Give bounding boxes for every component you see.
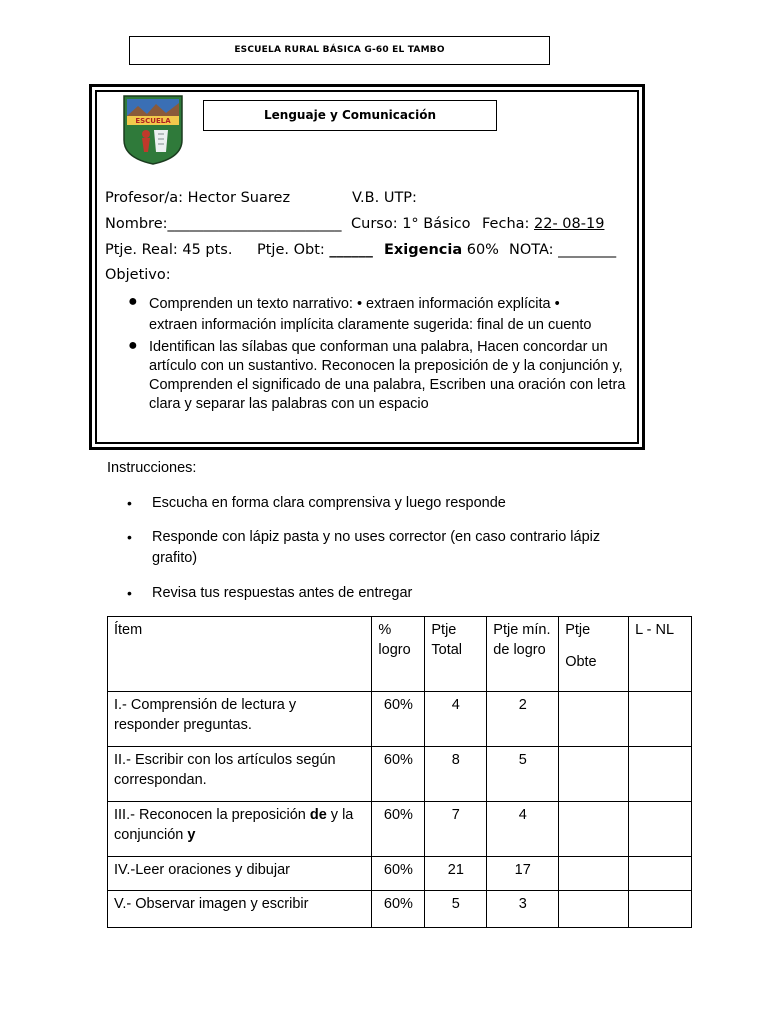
row-logro: 60% [372, 891, 425, 928]
row-lnl [629, 802, 692, 857]
table-row [108, 891, 692, 928]
row-item-pre: III.- Reconocen la preposición [114, 807, 310, 823]
row-item [108, 802, 372, 857]
exigencia-value: 60% [466, 242, 499, 258]
ptje-obt-group [257, 242, 373, 258]
row-item-mid: y la conjunción [114, 807, 354, 843]
objetivo-label: Objetivo: [105, 267, 171, 283]
bullet-icon: ● [128, 293, 138, 310]
fecha-value: 22- 08-19 [534, 216, 605, 232]
row-total: 7 [425, 802, 487, 857]
row-item: V.- Observar imagen y escribir [108, 891, 372, 928]
subject-box [203, 100, 497, 131]
row-item: IV.-Leer oraciones y dibujar [108, 857, 372, 891]
header-item: Ítem [108, 617, 372, 692]
row-obte [559, 802, 629, 857]
row-item: II.- Escribir con los artículos según correspondan. [108, 747, 372, 802]
profesor-label: Profesor/a: Hector Suarez [105, 190, 291, 206]
header-total: Ptje Total [425, 617, 487, 692]
school-logo [122, 94, 184, 166]
objective-1-line1: Comprenden un texto narrativo: • extraen información explícita • [149, 296, 560, 312]
row-total: 5 [425, 891, 487, 928]
fecha-label: Fecha: [482, 216, 530, 232]
exigencia-label: Exigencia [384, 242, 463, 258]
instruction-3: Revisa tus respuestas antes de entregar [152, 585, 413, 601]
row-total: 8 [425, 747, 487, 802]
curso-label: Curso: 1° Básico [351, 216, 471, 232]
objective-1-line2: extraen información implícita claramente sugerida: final de un cuento [149, 317, 592, 333]
nombre-label: Nombre:________________________ [105, 216, 342, 232]
header-min: Ptje mín. de logro [487, 617, 559, 692]
row-logro: 60% [372, 857, 425, 891]
row-min: 5 [487, 747, 559, 802]
row-min: 3 [487, 891, 559, 928]
row-logro: 60% [372, 692, 425, 747]
exigencia-group [384, 242, 499, 258]
header-obte [559, 617, 629, 692]
vb-utp-label: V.B. UTP: [352, 190, 417, 206]
fecha-group [482, 216, 604, 232]
bullet-icon: • [127, 529, 132, 545]
school-name: ESCUELA RURAL BÁSICA G-60 EL TAMBO [234, 45, 445, 55]
row-min: 4 [487, 802, 559, 857]
row-obte [559, 692, 629, 747]
row-lnl [629, 891, 692, 928]
header-logro: % logro [372, 617, 425, 692]
row-obte [559, 891, 629, 928]
nombre-line [105, 216, 342, 232]
table-header-row [108, 617, 692, 692]
table-row [108, 802, 692, 857]
objective-1 [149, 295, 629, 335]
row-lnl [629, 692, 692, 747]
logo-text: ESCUELA [135, 117, 171, 125]
header-obte-1: Ptje [565, 622, 591, 638]
instruction-1: Escucha en forma clara comprensiva y luego responde [152, 495, 506, 511]
profesor-line [105, 190, 290, 206]
nota-label: NOTA: ________ [509, 242, 617, 258]
ptje-obt-blank: ______ [329, 242, 373, 258]
table-row [108, 857, 692, 891]
instructions-title: Instrucciones: [107, 460, 197, 476]
bullet-icon: • [127, 585, 132, 601]
row-min: 2 [487, 692, 559, 747]
subject-title: Lenguaje y Comunicación [264, 108, 436, 122]
row-obte [559, 857, 629, 891]
row-item-bold-y: y [187, 827, 196, 843]
bullet-icon: ● [128, 337, 138, 354]
school-name-box [129, 36, 550, 65]
bullet-icon: • [127, 495, 132, 511]
instruction-2: Responde con lápiz pasta y no uses corrector (en caso contrario lápiz grafito) [152, 529, 601, 566]
score-table [107, 616, 692, 928]
row-item: I.- Comprensión de lectura y responder preguntas. [108, 692, 372, 747]
row-total: 4 [425, 692, 487, 747]
row-min: 17 [487, 857, 559, 891]
row-logro: 60% [372, 747, 425, 802]
table-row [108, 692, 692, 747]
ptje-obt-label: Ptje. Obt: [257, 242, 325, 258]
objective-2: Identifican las sílabas que conforman una palabra, Hacen concordar un artículo con un sustantivo. Reconocen la preposición de y la conjunción y, Comprenden el significado de una palabra, Escriben una oración con letra clara y separar las palabras con un espacio [149, 339, 626, 412]
row-logro: 60% [372, 802, 425, 857]
row-item-bold-de: de [309, 807, 327, 823]
table-row [108, 747, 692, 802]
row-total: 21 [425, 857, 487, 891]
row-obte [559, 747, 629, 802]
ptje-real: Ptje. Real: 45 pts. [105, 242, 233, 258]
header-lnl: L - NL [629, 617, 692, 692]
row-lnl [629, 857, 692, 891]
row-lnl [629, 747, 692, 802]
header-obte-2: Obte [565, 654, 597, 670]
